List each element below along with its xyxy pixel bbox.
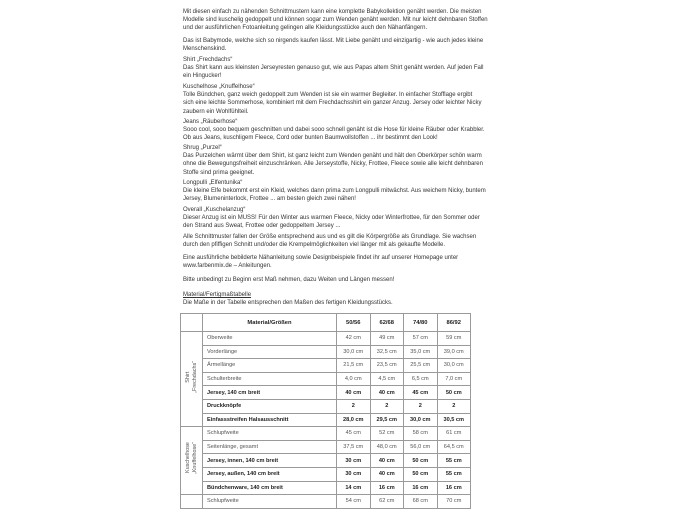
product-heading: Overall „Kuschelanzug“ [183,207,246,213]
row-value: 64,5 cm [437,440,471,454]
text-line: Das Shirt kann aus kleinsten Jerseyresten genauso gut, wie aus Papas altem Shirt genäht werden. Auf jeden Fall [183,65,484,72]
table-heading: Material/Fertigmaßtabelle [183,292,252,298]
product-heading: Shirt „Frechdachs“ [183,57,233,63]
row-value: 21,5 cm [337,359,371,373]
row-value: 50 cm [437,386,471,400]
row-label: Schlupfweite [203,495,337,509]
row-value: 2 [337,399,371,413]
text-line: sich eine leichte Sommerhose, kombiniert mit dem Frechdachsshirt ein ganzer Anzug. Jersey oder leichter Nicky [183,100,482,107]
text-line: Mit diesen einfach zu nähenden Schnittmustern kann eine komplette Babykollektion genäht werden. Die meisten [183,9,482,15]
row-value: 58 cm [404,427,438,441]
row-value: 68 cm [404,495,438,509]
text-line: Tolle Bündchen, ganz weich gedoppelt zum Wenden ist sie ein warmer Begleiter. In einfacher Stofflage ergibt [183,92,473,99]
table-header-row [181,314,471,332]
row-label: Druckknöpfe [203,399,337,413]
row-value: 16 cm [404,481,438,495]
text-line: Ob aus Jeans, kuschligem Fleece, Cord oder bunten Baumwollstoffen ... ihr bestimmt den Look! [183,135,438,142]
row-value: 54 cm [337,495,371,509]
text-line: Sooo cool, sooo bequem geschnitten und dabei sooo schnell genäht ist die Hose für kleine Räuber oder Krabbler. [183,127,485,134]
row-value: 37,5 cm [337,440,371,454]
table-row [181,359,471,373]
row-label: Seitenlänge, gesamt [203,440,337,454]
row-label: Jersey, 140 cm breit [203,386,337,400]
row-label: Oberweite [203,332,337,346]
row-value: 62 cm [370,495,404,509]
note-paragraph [183,233,476,249]
table-note: Die Maße in der Tabelle entsprechen den Maßen des fertigen Kleidungsstücks. [183,300,393,307]
row-label: Ärmellänge [203,359,337,373]
product-longpulli-elfentunika [183,179,486,204]
table-header-size: 86/92 [437,314,471,332]
text-line: Stoffe sind prima geeignet. [183,169,255,176]
row-label: Jersey, innen, 140 cm breit [203,454,337,468]
text-line: Menschenskind. [183,46,227,53]
text-line: zaubern ein Wohlfühlteil. [183,108,249,115]
row-value: 30 cm [337,467,371,481]
text-line: www.farbenmix.de – Anleitungen. [183,263,272,270]
row-value: 25,5 cm [404,359,438,373]
row-value: 40 cm [370,386,404,400]
row-value: 40 cm [370,467,404,481]
section-label-kuschelhose [181,427,203,495]
text-line: Alle Schnittmuster fallen der Größe entsprechend aus und es gilt die Körpergröße als Grundlage. Sie wachsen [183,234,477,240]
text-line: ein Hingucker! [183,73,222,80]
table-row [181,372,471,386]
row-value: 4,5 cm [370,372,404,386]
table-heading-block [183,291,393,307]
section-title-line: Shirt [184,371,191,383]
table-row [181,454,471,468]
row-value: 52 cm [370,427,404,441]
row-label: Schlupfweite [203,427,337,441]
table-row [181,440,471,454]
table-row [181,495,471,509]
table-row [181,386,471,400]
row-value: 4,0 cm [337,372,371,386]
row-value: 2 [370,399,404,413]
row-value: 50 cm [404,467,438,481]
note-paragraph [183,254,458,270]
row-label: Bündchenware, 140 cm breit [203,481,337,495]
row-value: 55 cm [437,467,471,481]
text-line: Modelle sind kuschelig gedoppelt und können sogar zum Wenden genäht werden. Mit nur leicht dehnbaren Stoffen [183,17,488,24]
table-header-size: 74/80 [404,314,438,332]
product-heading: Jeans „Räuberhose“ [183,119,238,125]
text-line: den Strand aus Sweat, Frottee oder gedoppeltem Jersey ... [183,223,341,230]
row-value: 70 cm [437,495,471,509]
row-value: 45 cm [404,386,438,400]
table-header-size: 62/68 [370,314,404,332]
product-shrug-purzel [183,144,483,177]
row-value: 2 [437,399,471,413]
row-value: 39,0 cm [437,345,471,359]
intro-paragraph [183,8,488,33]
row-value: 48,0 cm [370,440,404,454]
row-value: 30,0 cm [404,413,438,427]
text-line: Jersey, Blumeninterlock, Frottee ... am besten gleich zwei nähen! [183,196,356,203]
row-value: 28,0 cm [337,413,371,427]
text-line: Eine ausführliche bebilderte Nähanleitung sowie Designbeispiele findet ihr auf unserer Homepage unter [183,255,459,261]
section-label-empty [181,495,203,509]
row-value: 29,5 cm [370,413,404,427]
row-value: 55 cm [437,454,471,468]
section-title-line: Kuschelhose [184,442,191,474]
table-row [181,332,471,346]
row-value: 6,5 cm [404,372,438,386]
table-header-size: 50/56 [337,314,371,332]
product-kuschelhose-knuffelhose [183,83,481,116]
table-header-empty [181,314,203,332]
row-value: 49 cm [370,332,404,346]
row-label: Schulterbreite [203,372,337,386]
note-paragraph [183,276,394,284]
text-line: und der ausführlichen Fotoanleitung gelingen alle Kleidungsstücke auch den Nähanfängern. [183,25,428,32]
section-title [185,442,199,474]
table-row [181,427,471,441]
section-title [185,361,199,393]
product-overall-kuschelanzug [183,206,480,231]
row-value: 2 [404,399,438,413]
row-value: 7,0 cm [437,372,471,386]
text-line: ohne die Bewegungsfreiheit einzuschränken. Alle Jerseystoffe, Nicky, Frottee, Fleece sowie alle leicht dehnbaren [183,161,483,168]
table-row [181,481,471,495]
row-label: Jersey, außen, 140 cm breit [203,467,337,481]
row-value: 40 cm [370,454,404,468]
table-row [181,413,471,427]
row-value: 23,5 cm [370,359,404,373]
intro-paragraph [183,37,483,53]
text-line: Die kleine Elfe bekommt erst ein Kleid, welches dann prima zum Longpulli mitwächst. Aus weichem Nicky, buntem [183,188,486,195]
row-value: 14 cm [337,481,371,495]
row-label: Einfassstreifen Halsausschnitt [203,413,337,427]
row-value: 45 cm [337,427,371,441]
product-shirt-frechdachs [183,56,484,81]
row-value: 30,0 cm [337,345,371,359]
row-value: 16 cm [370,481,404,495]
text-line: Das Purzelchen wärmt über dem Shirt, ist ganz leicht zum Wenden genäht und hält den Oberkörper schön warm [183,153,482,160]
row-value: 30,5 cm [437,413,471,427]
row-value: 57 cm [404,332,438,346]
product-jeans-raeuberhose [183,118,485,143]
table-row [181,345,471,359]
row-value: 40 cm [337,386,371,400]
row-value: 32,5 cm [370,345,404,359]
text-line: Bitte unbedingt zu Beginn erst Maß nehmen, dazu Weiten und Längen messen! [183,277,395,283]
row-value: 50 cm [404,454,438,468]
table-row [181,399,471,413]
row-value: 35,0 cm [404,345,438,359]
text-line: Das ist Babymode, welche sich so nirgends kaufen lässt. Mit Liebe genäht und einzigartig - wie auch jedes kleine [183,38,484,44]
row-label: Vorderlänge [203,345,337,359]
row-value: 16 cm [437,481,471,495]
product-heading: Kuschelhose „Knuffelhose“ [183,84,255,90]
table-row [181,467,471,481]
product-heading: Longpulli „Elfentunika“ [183,180,243,186]
size-table [180,313,471,509]
section-title-line: „Frechdachs“ [191,360,198,393]
section-label-shirt [181,332,203,427]
text-line: durch den pfiffigen Schnitt und/oder die Krempelmöglichkeiten viel länger mit als gekaufte Modelle. [183,242,446,249]
product-heading: Shrug „Purzel“ [183,145,222,151]
row-value: 59 cm [437,332,471,346]
row-value: 30,0 cm [437,359,471,373]
row-value: 56,0 cm [404,440,438,454]
row-value: 30 cm [337,454,371,468]
table-header-label: Material/Größen [203,314,337,332]
row-value: 42 cm [337,332,371,346]
row-value: 61 cm [437,427,471,441]
section-title-line: „Knuffelhose“ [191,442,198,475]
text-line: Dieser Anzug ist ein MUSS! Für den Winter aus warmen Fleece, Nicky oder Winterfrottee, für den Sommer oder [183,215,480,222]
